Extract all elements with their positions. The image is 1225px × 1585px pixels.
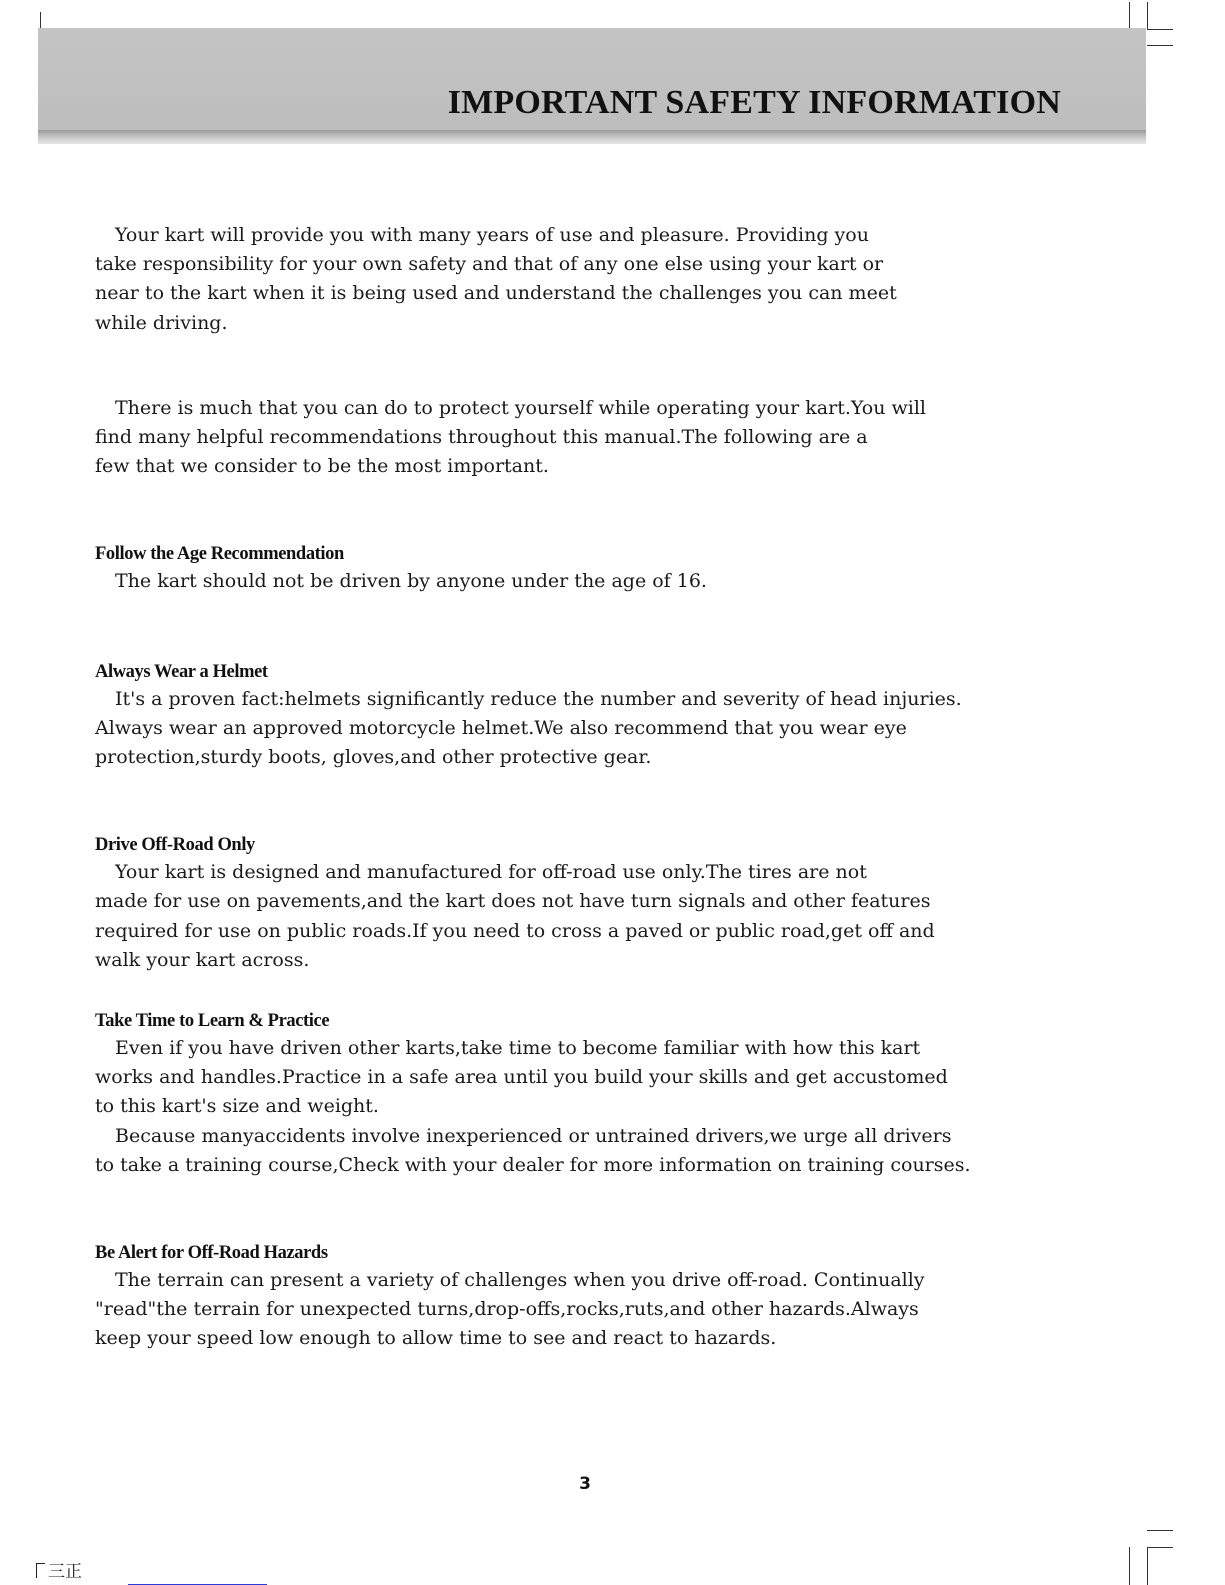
text-line: Your kart is designed and manufactured for off-road use only.The tires are not — [115, 861, 867, 884]
text-line: near to the kart when it is being used and understand the challenges you can meet — [95, 282, 897, 305]
text-line: It's a proven fact:helmets significantly reduce the number and severity of head injuries. — [115, 687, 962, 710]
crop-mark — [1147, 2, 1148, 30]
text-line: find many helpful recommendations throughout this manual.The following are a — [95, 426, 868, 449]
corner-bracket-icon — [36, 1563, 45, 1578]
intro-paragraph — [95, 221, 1095, 338]
crop-mark — [1147, 1530, 1173, 1531]
page-content — [95, 221, 1095, 1354]
text-line: The kart should not be driven by anyone under the age of 16. — [115, 570, 707, 593]
section-body — [95, 1266, 1095, 1354]
section-body — [95, 685, 1095, 773]
section-heading: Drive Off-Road Only — [95, 835, 255, 856]
intro-paragraph — [95, 394, 1095, 482]
text-line: while driving. — [95, 311, 228, 334]
text-line: few that we consider to be the most important. — [95, 455, 549, 478]
crop-mark — [1147, 1547, 1173, 1548]
section-body — [95, 858, 1095, 975]
text-line: Your kart will provide you with many years of use and pleasure. Providing you — [115, 224, 869, 246]
text-line: Because manyaccidents involve inexperienced or untrained drivers,we urge all drivers — [115, 1124, 952, 1147]
header-rule — [38, 130, 1146, 144]
text-line: "read"the terrain for unexpected turns,drop-offs,rocks,ruts,and other hazards.Always — [95, 1298, 919, 1321]
section-learn-practice — [95, 1008, 1095, 1180]
section-off-road-hazards — [95, 1240, 1095, 1354]
text-line: take responsibility for your own safety and that of any one else using your kart or — [95, 253, 884, 276]
page-title: IMPORTANT SAFETY INFORMATION — [447, 84, 1061, 121]
text-line: protection,sturdy boots, gloves,and other protective gear. — [95, 746, 652, 769]
text-line: walk your kart across. — [95, 948, 310, 971]
text-line: to this kart's size and weight. — [95, 1095, 379, 1118]
text-line: keep your speed low enough to allow time to see and react to hazards. — [95, 1327, 777, 1350]
section-heading: Be Alert for Off-Road Hazards — [95, 1243, 328, 1264]
crop-mark — [1147, 45, 1173, 46]
section-heading: Take Time to Learn & Practice — [95, 1011, 330, 1032]
crop-mark — [1147, 1547, 1148, 1585]
publisher-logo-text: 三正 — [48, 1562, 82, 1582]
text-line: works and handles.Practice in a safe area until you build your skills and get accustomed — [95, 1066, 948, 1089]
text-line: to take a training course,Check with your dealer for more information on training courses. — [95, 1153, 971, 1176]
crop-mark — [1129, 2, 1130, 30]
text-line: Even if you have driven other karts,take time to become familiar with how this kart — [115, 1037, 921, 1060]
crop-mark — [1129, 1547, 1130, 1585]
text-line: required for use on public roads.If you need to cross a paved or public road,get off and — [95, 919, 935, 942]
section-helmet — [95, 659, 1095, 773]
section-heading: Follow the Age Recommendation — [95, 544, 344, 565]
page-number: 3 — [579, 1474, 591, 1494]
crop-mark — [1147, 29, 1173, 30]
section-age-recommendation — [95, 541, 1095, 596]
section-off-road-only — [95, 832, 1095, 975]
section-body — [95, 567, 1095, 596]
text-line: There is much that you can do to protect yourself while operating your kart.You will — [115, 396, 926, 419]
text-line: made for use on pavements,and the kart does not have turn signals and other features — [95, 890, 931, 913]
text-line: Always wear an approved motorcycle helmet.We also recommend that you wear eye — [95, 716, 907, 739]
text-line: The terrain can present a variety of challenges when you drive off-road. Continually — [115, 1269, 925, 1292]
publisher-logo — [36, 1563, 82, 1581]
section-body — [95, 1034, 1095, 1180]
section-heading: Always Wear a Helmet — [95, 661, 268, 682]
